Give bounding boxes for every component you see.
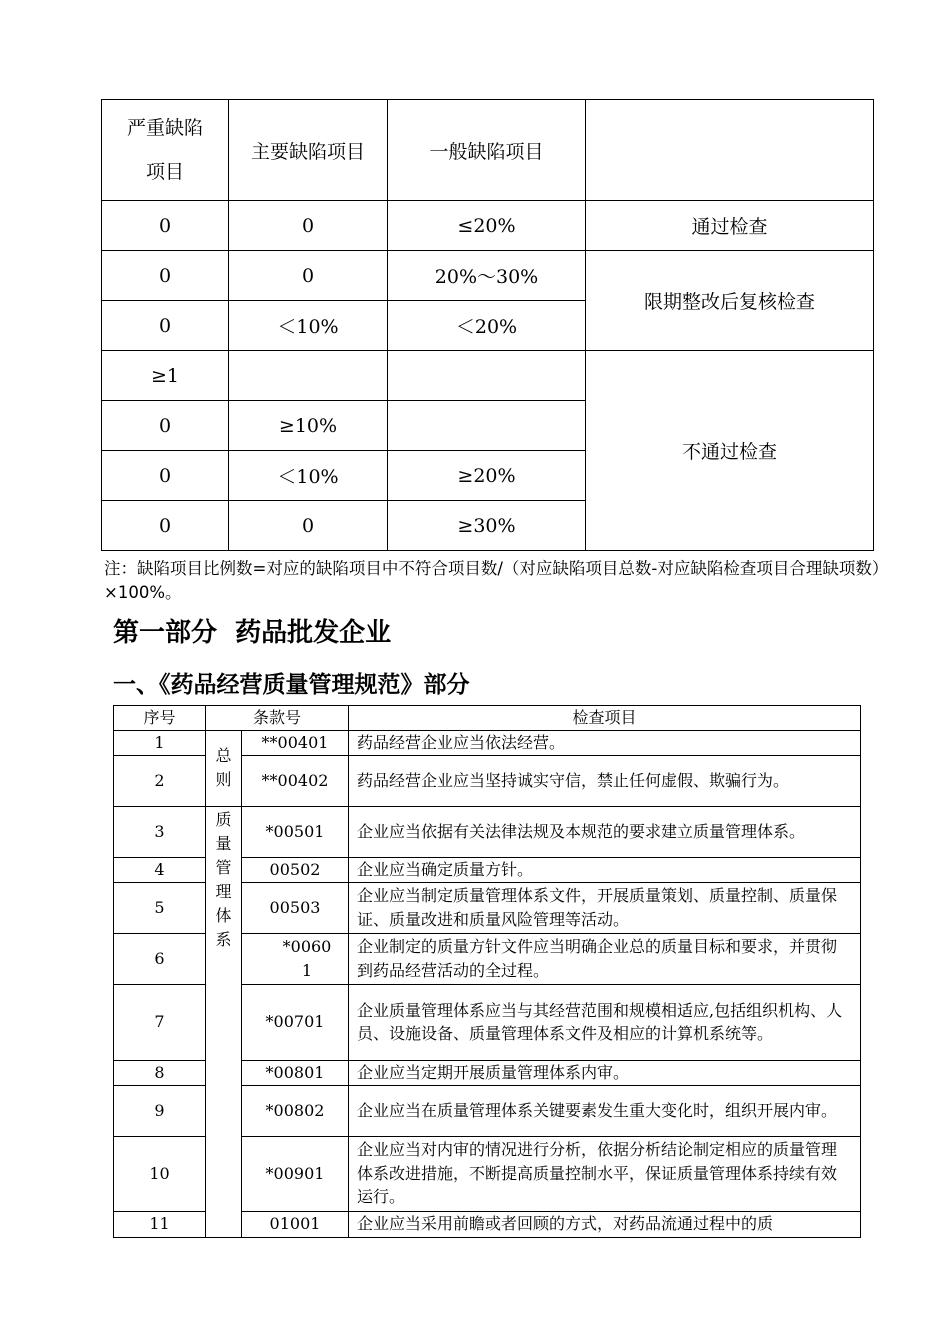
severe-cell: ≥1 [102, 351, 229, 401]
major-cell: 0 [229, 501, 388, 551]
major-cell: ＜10% [229, 301, 388, 351]
severe-cell: 0 [102, 501, 229, 551]
row-item: 企业制定的质量方针文件应当明确企业总的质量目标和要求，并贯彻到药品经营活动的全过程。 [349, 933, 861, 984]
section-general: 总 则 [206, 731, 242, 807]
severe-cell: 0 [102, 301, 229, 351]
row-no: 11 [114, 1211, 206, 1237]
row-item: 企业应当对内审的情况进行分析，依据分析结论制定相应的质量管理体系改进措施，不断提高质量控制水平，保证质量管理体系持续有效运行。 [349, 1136, 861, 1211]
general-cell: ＜20% [388, 301, 586, 351]
general-cell: ≥20% [388, 451, 586, 501]
general-cell: ≥30% [388, 501, 586, 551]
row-no: 7 [114, 984, 206, 1060]
row-no: 2 [114, 755, 206, 806]
table-header-row [114, 706, 861, 731]
severe-cell: 0 [102, 251, 229, 301]
header-clause: 条款号 [206, 706, 349, 731]
header-major-defects: 主要缺陷项目 [229, 100, 388, 201]
row-clause: 00503 [242, 882, 349, 933]
row-no: 1 [114, 731, 206, 756]
row-no: 3 [114, 806, 206, 857]
row-no: 5 [114, 882, 206, 933]
section-quality-system: 质 量 管 理 体 系 [206, 806, 242, 1237]
table-row [114, 731, 861, 756]
row-clause: 00502 [242, 857, 349, 882]
major-cell: 0 [229, 201, 388, 251]
general-cell: 20%～30% [388, 251, 586, 301]
row-item: 企业应当确定质量方针。 [349, 857, 861, 882]
row-item: 企业质量管理体系应当与其经营范围和规模相适应,包括组织机构、人员、设施设备、质量管理体系文件及相应的计算机系统等。 [349, 984, 861, 1060]
section-title: 一、《药品经营质量管理规范》部分 [113, 672, 470, 698]
header-general-defects: 一般缺陷项目 [388, 100, 586, 201]
table-header-row [102, 100, 874, 201]
table-row [102, 201, 874, 251]
major-cell: ≥10% [229, 401, 388, 451]
row-clause: *00601 [242, 933, 349, 984]
general-cell [388, 351, 586, 401]
row-no: 6 [114, 933, 206, 984]
major-cell [229, 351, 388, 401]
table-row [102, 251, 874, 301]
row-clause: *00802 [242, 1085, 349, 1136]
row-no: 8 [114, 1060, 206, 1085]
result-fail: 不通过检查 [586, 351, 874, 551]
row-item: 企业应当采用前瞻或者回顾的方式，对药品流通过程中的质 [349, 1211, 861, 1237]
row-item: 药品经营企业应当坚持诚实守信，禁止任何虚假、欺骗行为。 [349, 755, 861, 806]
general-cell: ≤20% [388, 201, 586, 251]
row-clause: **00402 [242, 755, 349, 806]
row-item: 企业应当依据有关法律法规及本规范的要求建立质量管理体系。 [349, 806, 861, 857]
row-no: 4 [114, 857, 206, 882]
part-title: 第一部分 药品批发企业 [113, 618, 392, 648]
row-item: 药品经营企业应当依法经营。 [349, 731, 861, 756]
severe-cell: 0 [102, 451, 229, 501]
severe-cell: 0 [102, 401, 229, 451]
header-severe-defects: 严重缺陷 项目 [102, 100, 229, 201]
table-row [114, 806, 861, 857]
row-clause: *00901 [242, 1136, 349, 1211]
major-cell: 0 [229, 251, 388, 301]
row-clause: *00701 [242, 984, 349, 1060]
row-item: 企业应当定期开展质量管理体系内审。 [349, 1060, 861, 1085]
row-item: 企业应当制定质量管理体系文件，开展质量策划、质量控制、质量保证、质量改进和质量风险管理等活动。 [349, 882, 861, 933]
defect-criteria-table [101, 99, 874, 551]
general-cell [388, 401, 586, 451]
table-row [102, 351, 874, 401]
row-item: 企业应当在质量管理体系关键要素发生重大变化时，组织开展内审。 [349, 1085, 861, 1136]
inspection-items-table [113, 705, 861, 1238]
result-pass: 通过检查 [586, 201, 874, 251]
row-clause: *00801 [242, 1060, 349, 1085]
row-no: 9 [114, 1085, 206, 1136]
severe-cell: 0 [102, 201, 229, 251]
table-note: 注：缺陷项目比例数=对应的缺陷项目中不符合项目数/（对应缺陷项目总数-对应缺陷检查项目合理缺项数）×100%。 [104, 559, 881, 602]
row-no: 10 [114, 1136, 206, 1211]
result-rectify: 限期整改后复核检查 [586, 251, 874, 351]
row-clause: *00501 [242, 806, 349, 857]
header-result [586, 100, 874, 201]
major-cell: ＜10% [229, 451, 388, 501]
row-clause: **00401 [242, 731, 349, 756]
row-clause: 01001 [242, 1211, 349, 1237]
header-item: 检查项目 [349, 706, 861, 731]
header-no: 序号 [114, 706, 206, 731]
